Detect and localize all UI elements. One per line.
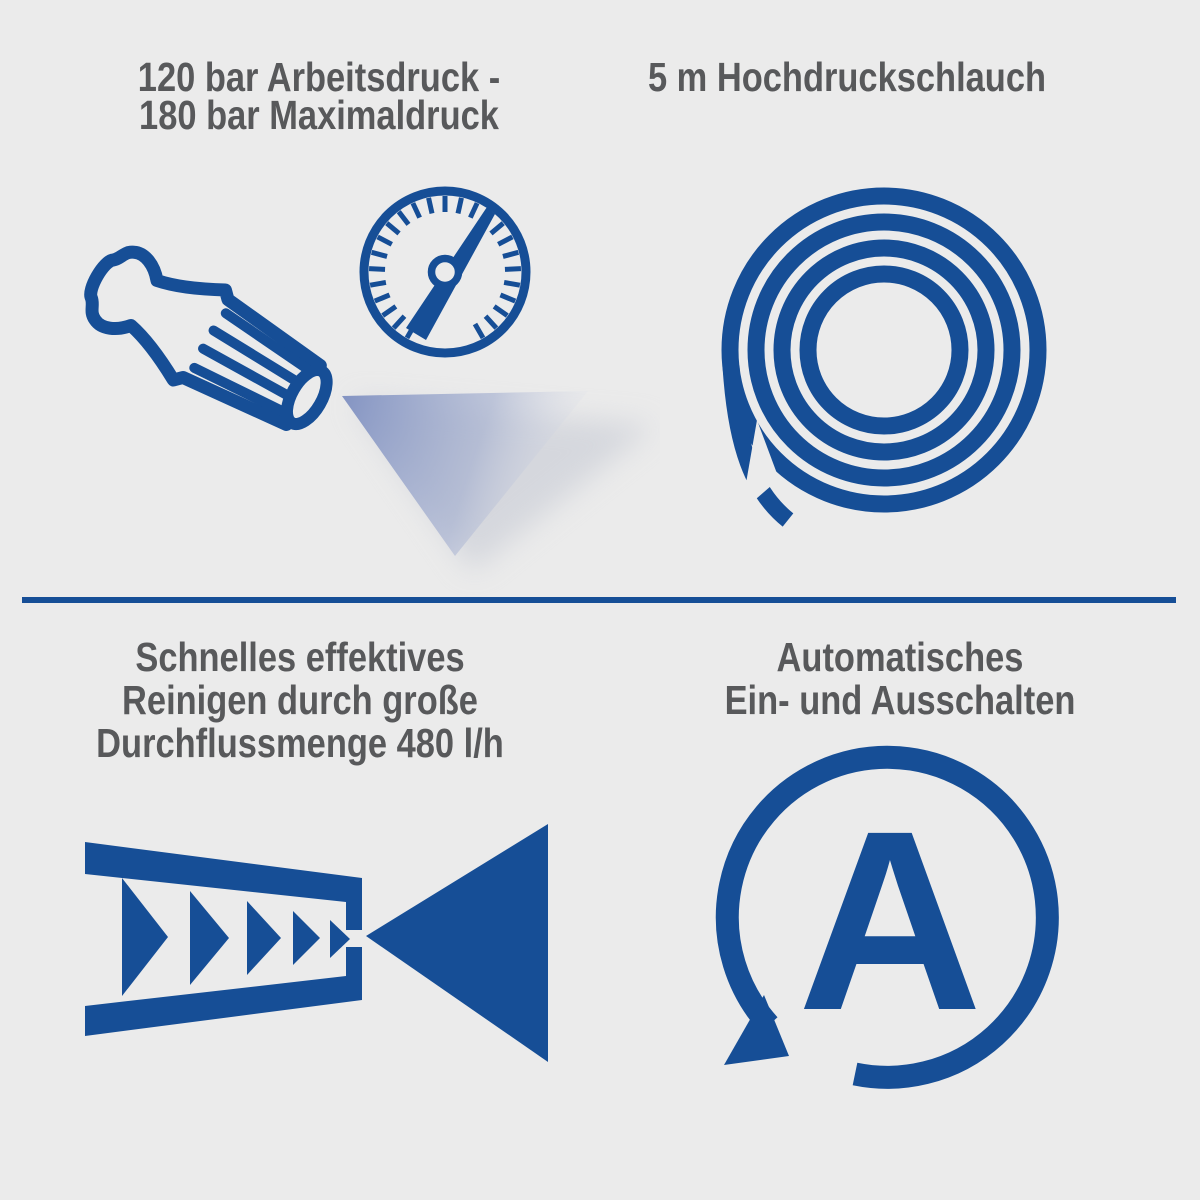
caption-line: 5 m Hochdruckschlauch (647, 54, 1047, 100)
divider-line (22, 597, 1176, 603)
caption-bottom-left (48, 636, 552, 765)
pressure-gauge-icon (364, 191, 526, 353)
hose-rings (730, 196, 1038, 504)
caption-line: 120 bar Arbeitsdruck - (137, 54, 501, 100)
caption-top-right (595, 54, 1099, 100)
caption-line: Reinigen durch große (122, 677, 478, 723)
auto-letter: A (797, 778, 983, 1064)
caption-line: Ein- und Ausschalten (724, 677, 1076, 723)
hose-coil-icon (640, 150, 1200, 590)
caption-line: Automatisches (776, 634, 1024, 680)
spray-nozzle-icon (71, 231, 346, 450)
spray-nozzle-pressure-gauge-icon (0, 170, 660, 600)
spray-cone (366, 824, 548, 1062)
caption-bottom-right (648, 636, 1152, 722)
caption-line: Durchflussmenge 480 l/h (96, 720, 504, 766)
caption-line: Schnelles effektives (135, 634, 465, 680)
flow-nozzle-icon (0, 780, 620, 1120)
caption-top-left (67, 54, 571, 138)
gauge-hub (432, 259, 459, 286)
caption-line: 180 bar Maximaldruck (139, 92, 499, 138)
